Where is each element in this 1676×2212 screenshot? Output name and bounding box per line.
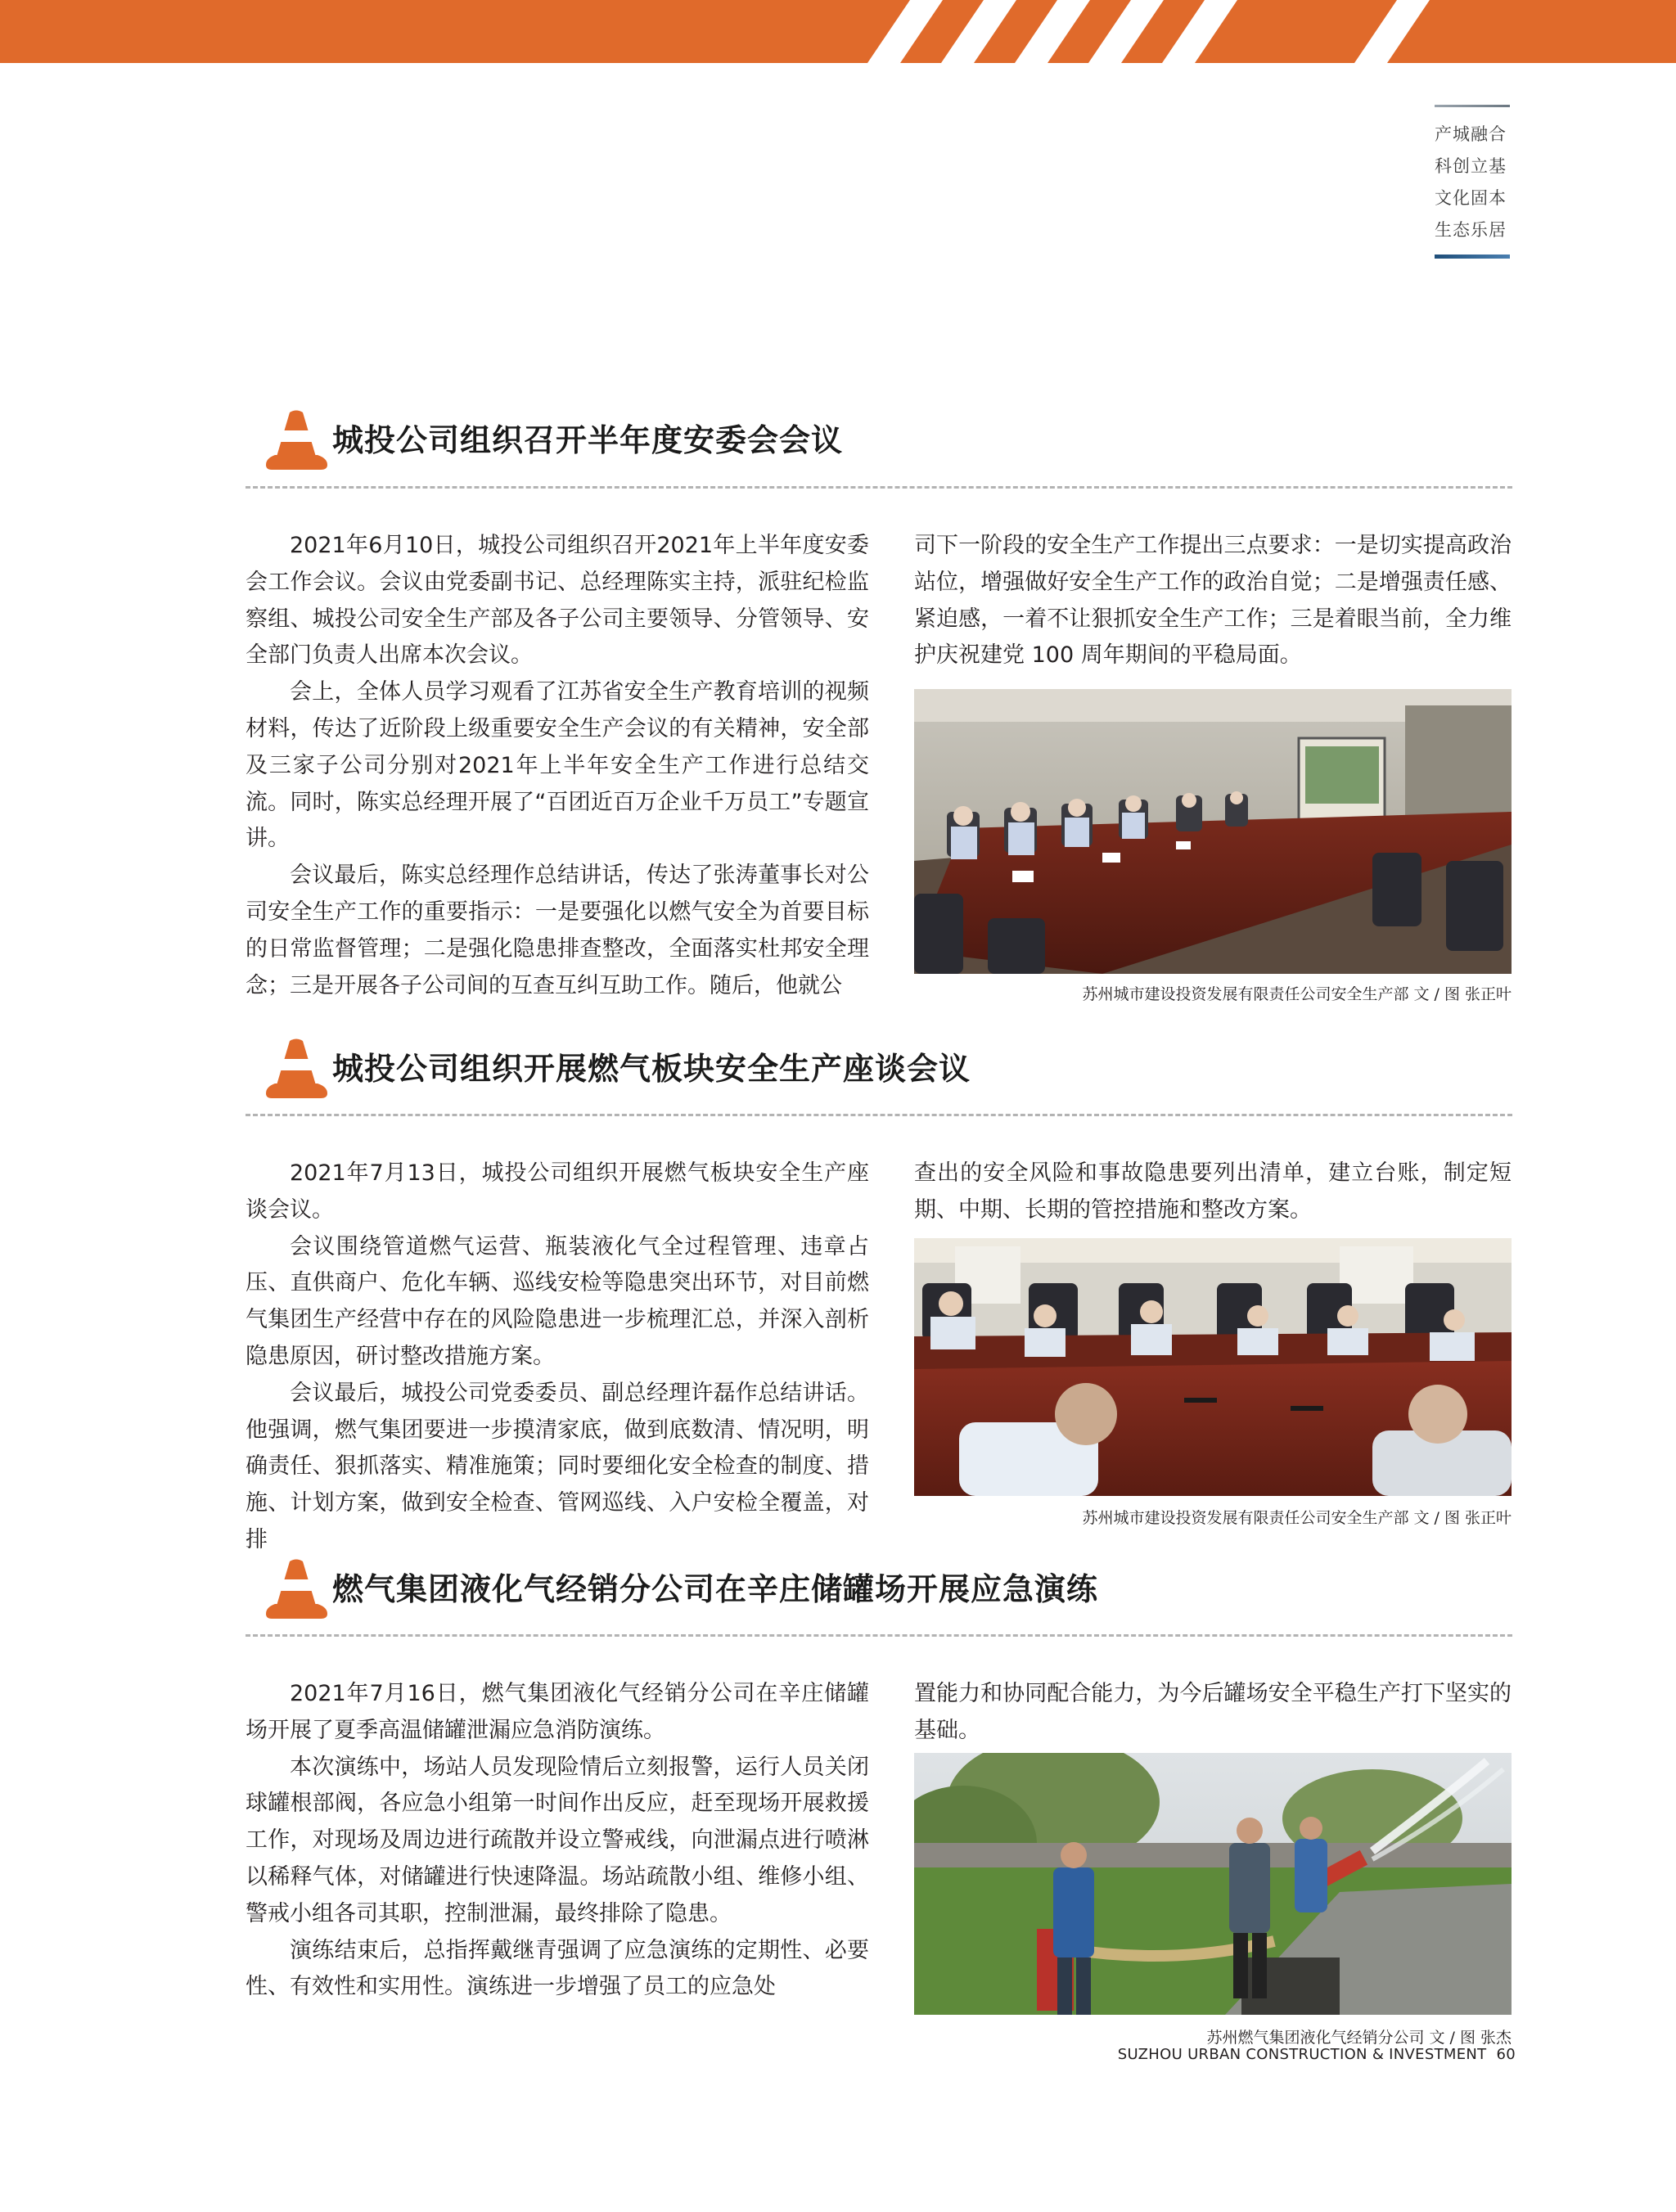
paragraph: 会议最后，城投公司党委委员、副总经理许磊作总结讲话。他强调，燃气集团要进一步摸清家底，做到底数清、情况明，明确责任、狠抓落实、精准施策；同时要细化安全检查的制度、措施、计划方案，做到安全检查、管网巡线、入户安检全覆盖，对排 xyxy=(246,1380,869,1552)
top-banner xyxy=(0,0,1676,63)
section-2-right-column xyxy=(914,1156,1512,1229)
section-1-right-column xyxy=(914,528,1512,674)
paragraph: 置能力和协同配合能力，为今后罐场安全平稳生产打下坚实的基础。 xyxy=(914,1681,1512,1743)
paragraph: 演练结束后，总指挥戴继青强调了应急演练的定期性、必要性、有效性和实用性。演练进一步增强了员工的应急处 xyxy=(246,1937,869,2000)
section-3-left-column xyxy=(246,1676,869,2006)
paragraph: 会议围绕管道燃气运营、瓶装液化气全过程管理、违章占压、直供商户、危化车辆、巡线安检等隐患突出环节，对目前燃气集团生产经营中存在的风险隐患进一步梳理汇总，并深入剖析隐患原因，研讨整改措施方案。 xyxy=(246,1233,869,1369)
photo-caption: 苏州燃气集团液化气经销分公司 文 / 图 张杰 xyxy=(1206,2029,1512,2047)
section-2-left-column xyxy=(246,1156,869,1559)
traffic-cone-icon xyxy=(262,1038,331,1100)
side-nav xyxy=(1435,105,1510,259)
side-nav-item[interactable]: 生态乐居 xyxy=(1435,220,1507,240)
section-divider xyxy=(246,486,1512,489)
page-footer xyxy=(1118,2046,1516,2063)
photo-caption: 苏州城市建设投资发展有限责任公司安全生产部 文 / 图 张正叶 xyxy=(1082,1509,1512,1527)
section-divider xyxy=(246,1634,1512,1637)
traffic-cone-icon xyxy=(262,409,331,471)
side-nav-item[interactable]: 产城融合 xyxy=(1435,124,1507,144)
page-number: 60 xyxy=(1496,2046,1516,2063)
meeting-photo-1 xyxy=(914,689,1512,974)
side-nav-bottom-rule xyxy=(1435,255,1510,259)
paragraph: 2021年6月10日，城投公司组织召开2021年上半年度安委会工作会议。会议由党委副书记、总经理陈实主持，派驻纪检监察组、城投公司安全生产部及各子公司主要领导、分管领导、安全部门负责人出席本次会议。 xyxy=(246,533,869,669)
traffic-cone-icon xyxy=(262,1558,331,1620)
paragraph: 司下一阶段的安全生产工作提出三点要求：一是切实提高政治站位，增强做好安全生产工作的政治自觉；二是增强责任感、紧迫感，一着不让狠抓安全生产工作；三是着眼当前，全力维护庆祝建党 100 周年期间的平稳局面。 xyxy=(914,533,1512,669)
section-title: 燃气集团液化气经销分公司在辛庄储罐场开展应急演练 xyxy=(332,1571,1099,1607)
section-1-left-column xyxy=(246,528,869,1004)
paragraph: 2021年7月16日，燃气集团液化气经销分公司在辛庄储罐场开展了夏季高温储罐泄漏应急消防演练。 xyxy=(246,1681,869,1743)
section-3-right-column xyxy=(914,1676,1512,1750)
paragraph: 2021年7月13日，城投公司组织开展燃气板块安全生产座谈会议。 xyxy=(246,1160,869,1223)
publication-name: SUZHOU URBAN CONSTRUCTION & INVESTMENT xyxy=(1117,2046,1487,2063)
paragraph: 本次演练中，场站人员发现险情后立刻报警，运行人员关闭球罐根部阀，各应急小组第一时间作出反应，赶至现场开展救援工作，对现场及周边进行疏散并设立警戒线，向泄漏点进行喷淋以稀释气体，对储罐进行快速降温。场站疏散小组、维修小组、警戒小组各司其职，控制泄漏，最终排除了隐患。 xyxy=(246,1754,869,1926)
section-title: 城投公司组织召开半年度安委会会议 xyxy=(332,422,844,458)
paragraph: 会上，全体人员学习观看了江苏省安全生产教育培训的视频材料，传达了近阶段上级重要安全生产会议的有关精神，安全部及三家子公司分别对2021年上半年安全生产工作进行总结交流。同时，陈实总经理开展了“百团近百万企业千万员工”专题宣讲。 xyxy=(246,679,869,852)
side-nav-item[interactable]: 科创立基 xyxy=(1435,156,1507,176)
meeting-photo-2 xyxy=(914,1238,1512,1496)
paragraph: 查出的安全风险和事故隐患要列出清单，建立台账，制定短期、中期、长期的管控措施和整改方案。 xyxy=(914,1160,1512,1223)
photo-caption: 苏州城市建设投资发展有限责任公司安全生产部 文 / 图 张正叶 xyxy=(1082,985,1512,1003)
drill-photo xyxy=(914,1753,1512,2015)
section-1-header xyxy=(262,409,1514,475)
section-title: 城投公司组织开展燃气板块安全生产座谈会议 xyxy=(332,1051,971,1087)
section-divider xyxy=(246,1114,1512,1116)
paragraph: 会议最后，陈实总经理作总结讲话，传达了张涛董事长对公司安全生产工作的重要指示：一是要强化以燃气安全为首要目标的日常监督管理；二是强化隐患排查整改，全面落实杜邦安全理念；三是开展各子公司间的互查互纠互助工作。随后，他就公 xyxy=(246,863,869,998)
section-3-header xyxy=(262,1558,1514,1624)
banner-orange-band xyxy=(0,0,1676,63)
section-2-header xyxy=(262,1038,1514,1103)
side-nav-item[interactable]: 文化固本 xyxy=(1435,188,1507,208)
side-nav-list xyxy=(1435,107,1510,255)
